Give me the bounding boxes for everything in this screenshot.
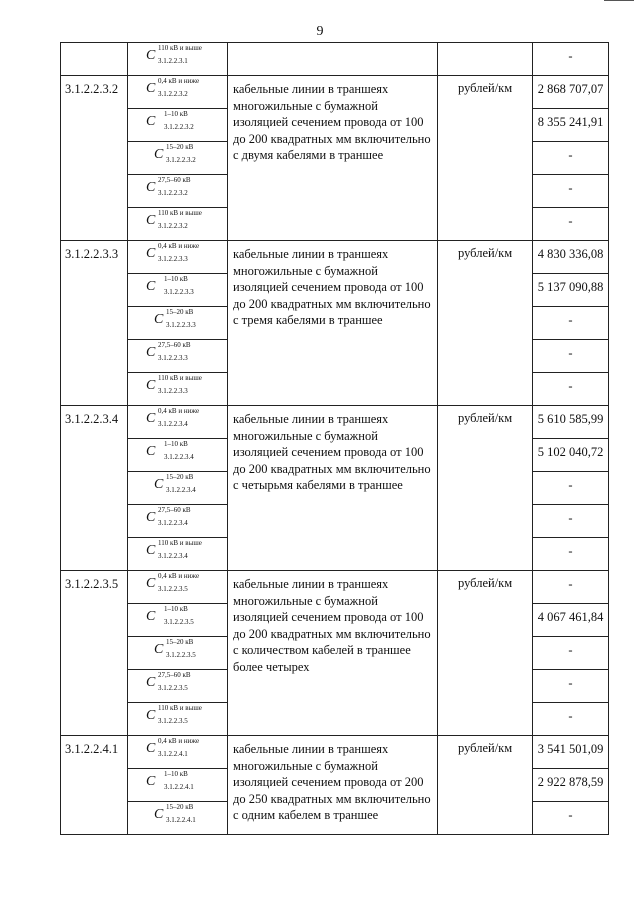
symbol-cell	[128, 406, 228, 439]
value-cell: -	[533, 208, 609, 241]
symbol-cell	[128, 604, 228, 637]
symbol-cell	[128, 571, 228, 604]
item-description: кабельные линии в траншеях многожильные с бумажной изоляцией сечением провода от 200 до 250 квадратных мм включительно с одним кабелем в траншее	[228, 736, 438, 835]
value-cell: -	[533, 505, 609, 538]
rate-symbol: C 1–10 кВ 3.1.2.2.3.4	[146, 440, 194, 461]
value-cell: -	[533, 670, 609, 703]
symbol-cell	[128, 109, 228, 142]
rate-symbol: C 15–20 кВ 3.1.2.2.4.1	[154, 803, 196, 824]
rate-symbol: C 15–20 кВ 3.1.2.2.3.2	[154, 143, 196, 164]
item-code: 3.1.2.2.3.2	[61, 76, 128, 241]
rate-symbol: C 1–10 кВ 3.1.2.2.4.1	[146, 770, 194, 791]
symbol-cell	[128, 439, 228, 472]
table-row	[61, 76, 609, 109]
symbol-cell	[128, 802, 228, 835]
rate-symbol: C 27,5–60 кВ 3.1.2.2.3.3	[146, 341, 191, 362]
rate-symbol: C 27,5–60 кВ 3.1.2.2.3.5	[146, 671, 191, 692]
rate-symbol: C 15–20 кВ 3.1.2.2.3.5	[154, 638, 196, 659]
value-cell: -	[533, 373, 609, 406]
value-cell: -	[533, 142, 609, 175]
item-code: 3.1.2.2.3.5	[61, 571, 128, 736]
item-description: кабельные линии в траншеях многожильные с бумажной изоляцией сечением провода от 100 до 200 квадратных мм включительно с тремя кабелями в траншее	[228, 241, 438, 406]
item-code: 3.1.2.2.3.3	[61, 241, 128, 406]
value-cell: 4 830 336,08	[533, 241, 609, 274]
rate-symbol: C 27,5–60 кВ 3.1.2.2.3.2	[146, 176, 191, 197]
value-cell: 8 355 241,91	[533, 109, 609, 142]
item-unit: рублей/км	[438, 241, 533, 406]
symbol-cell	[128, 769, 228, 802]
corner-mark	[604, 0, 634, 4]
symbol-cell	[128, 670, 228, 703]
value-cell: 5 137 090,88	[533, 274, 609, 307]
value-cell: 2 922 878,59	[533, 769, 609, 802]
rate-symbol: C 27,5–60 кВ 3.1.2.2.3.4	[146, 506, 191, 527]
rate-symbol: C 110 кВ и выше 3.1.2.2.3.3	[146, 374, 202, 395]
value-cell: 5 610 585,99	[533, 406, 609, 439]
rate-symbol: C 110 кВ и выше 3.1.2.2.3.5	[146, 704, 202, 725]
value-cell: 5 102 040,72	[533, 439, 609, 472]
item-description: кабельные линии в траншеях многожильные с бумажной изоляцией сечением провода от 100 до 200 квадратных мм включительно с четырьмя кабелями в траншее	[228, 406, 438, 571]
symbol-cell	[128, 538, 228, 571]
symbol-cell	[128, 472, 228, 505]
rate-symbol: C 0,4 кВ и ниже 3.1.2.2.3.3	[146, 242, 200, 263]
symbol-cell	[128, 76, 228, 109]
item-code: 3.1.2.2.3.4	[61, 406, 128, 571]
value-cell: -	[533, 307, 609, 340]
page-number: 9	[316, 24, 324, 39]
rate-symbol: C 110 кВ и выше 3.1.2.2.3.2	[146, 209, 202, 230]
value-cell: -	[533, 637, 609, 670]
rate-symbol: C 1–10 кВ 3.1.2.2.3.3	[146, 275, 194, 296]
table-row	[61, 406, 609, 439]
value-cell: 4 067 461,84	[533, 604, 609, 637]
symbol-cell	[128, 505, 228, 538]
symbol-cell	[128, 241, 228, 274]
rate-symbol: C 110 кВ и выше 3.1.2.2.3.4	[146, 539, 202, 560]
symbol-cell	[128, 340, 228, 373]
description-cell	[228, 43, 438, 76]
symbol-cell	[128, 703, 228, 736]
table-row	[61, 43, 609, 76]
table-row	[61, 571, 609, 604]
value-cell: 2 868 707,07	[533, 76, 609, 109]
rate-symbol: C 0,4 кВ и ниже 3.1.2.2.3.2	[146, 77, 200, 98]
table-row	[61, 736, 609, 769]
rate-symbol: C 15–20 кВ 3.1.2.2.3.4	[154, 473, 196, 494]
symbol-cell	[128, 43, 228, 76]
value-cell: -	[533, 802, 609, 835]
symbol-cell	[128, 736, 228, 769]
table-row	[61, 241, 609, 274]
value-cell: -	[533, 571, 609, 604]
value-cell: -	[533, 340, 609, 373]
symbol-cell	[128, 307, 228, 340]
rate-symbol: C 0,4 кВ и ниже 3.1.2.2.3.4	[146, 407, 200, 428]
value-cell: -	[533, 472, 609, 505]
symbol-cell	[128, 637, 228, 670]
rate-symbol: C 1–10 кВ 3.1.2.2.3.5	[146, 605, 194, 626]
rate-symbol: C 0,4 кВ и ниже 3.1.2.2.3.5	[146, 572, 200, 593]
unit-cell	[438, 43, 533, 76]
symbol-cell	[128, 373, 228, 406]
item-code: 3.1.2.2.4.1	[61, 736, 128, 835]
value-cell: -	[533, 43, 609, 76]
value-cell: -	[533, 703, 609, 736]
item-description: кабельные линии в траншеях многожильные с бумажной изоляцией сечением провода от 100 до 200 квадратных мм включительно с количеством кабелей в траншее более четырех	[228, 571, 438, 736]
item-unit: рублей/км	[438, 76, 533, 241]
symbol-cell	[128, 208, 228, 241]
value-cell: 3 541 501,09	[533, 736, 609, 769]
value-cell: -	[533, 538, 609, 571]
symbol-cell	[128, 274, 228, 307]
item-unit: рублей/км	[438, 736, 533, 835]
rate-symbol: C 15–20 кВ 3.1.2.2.3.3	[154, 308, 196, 329]
value-cell: -	[533, 175, 609, 208]
rate-symbol: C 1–10 кВ 3.1.2.2.3.2	[146, 110, 194, 131]
rate-symbol: C 0,4 кВ и ниже 3.1.2.2.4.1	[146, 737, 200, 758]
symbol-cell	[128, 142, 228, 175]
code-cell	[61, 43, 128, 76]
item-unit: рублей/км	[438, 406, 533, 571]
item-description: кабельные линии в траншеях многожильные с бумажной изоляцией сечением провода от 100 до 200 квадратных мм включительно с двумя кабелями в траншее	[228, 76, 438, 241]
tariff-table	[60, 42, 609, 835]
rate-symbol: C 110 кВ и выше 3.1.2.2.3.1	[146, 44, 202, 65]
item-unit: рублей/км	[438, 571, 533, 736]
symbol-cell	[128, 175, 228, 208]
